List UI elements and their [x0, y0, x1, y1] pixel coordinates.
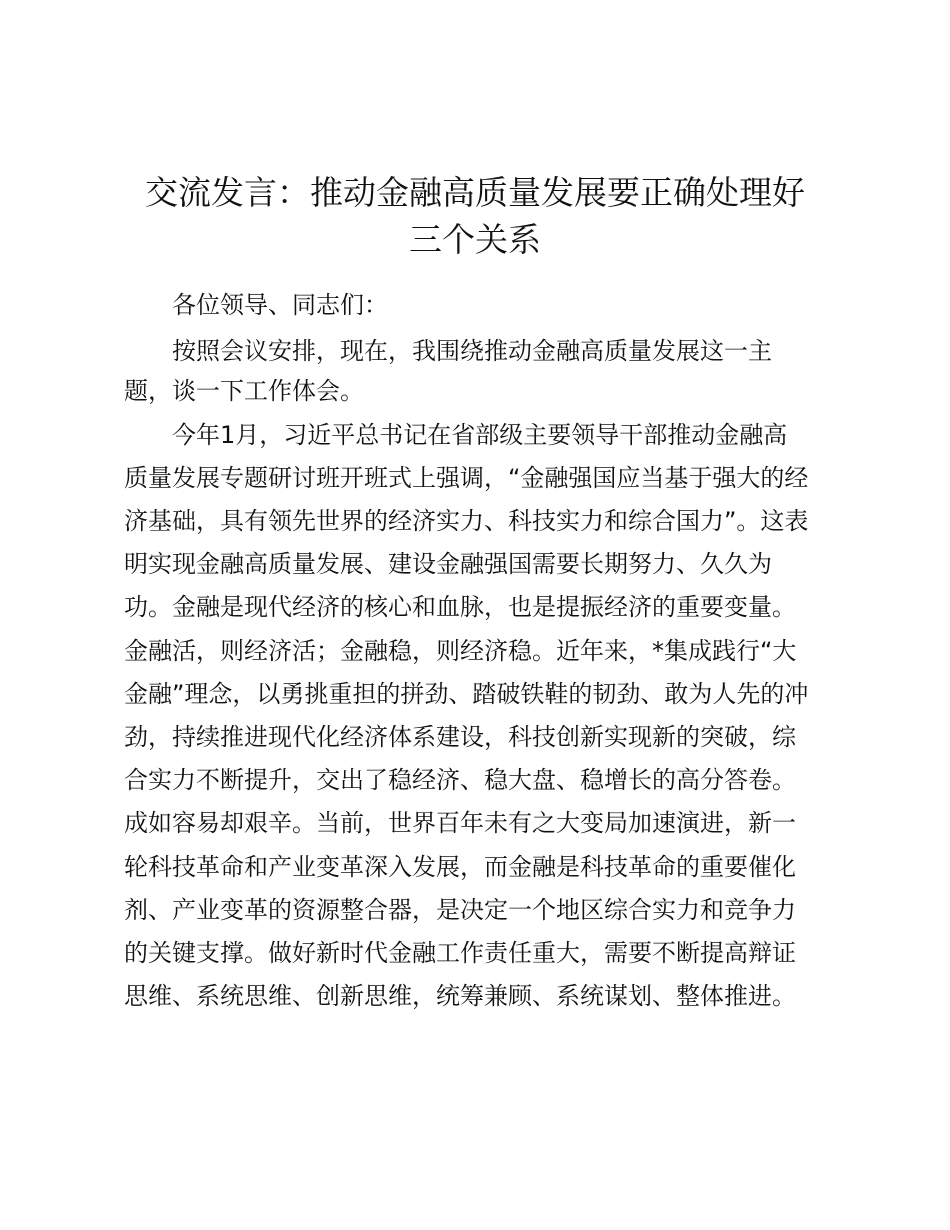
paragraph-2-line-4: 明实现金融高质量发展、建设金融强国需要长期努力、久久为 — [124, 550, 772, 578]
paragraph-2-line-5: 功。金融是现代经济的核心和血脉，也是提振经济的重要变量。 — [124, 593, 796, 621]
paragraph-2-line-2: 质量发展专题研讨班开班式上强调，“金融强国应当基于强大的经 — [124, 464, 809, 492]
document-title-line-1: 交流发言：推动金融高质量发展要正确处理好 — [145, 173, 805, 212]
salutation: 各位领导、同志们： — [172, 291, 388, 319]
document-title-line-2: 三个关系 — [409, 220, 541, 259]
paragraph-2-line-3: 济基础，具有领先世界的经济实力、科技实力和综合国力”。这表 — [124, 507, 809, 535]
paragraph-2-line-6: 金融活，则经济活；金融稳，则经济稳。近年来，*集成践行“大 — [124, 637, 797, 665]
paragraph-2-line-8: 劲，持续推进现代化经济体系建设，科技创新实现新的突破，综 — [124, 723, 796, 751]
paragraph-2-line-13: 的关键支撑。做好新时代金融工作责任重大，需要不断提高辩证 — [124, 939, 796, 967]
paragraph-1-line-1: 按照会议安排，现在，我围绕推动金融高质量发展这一主 — [172, 337, 772, 365]
paragraph-2-line-11: 轮科技革命和产业变革深入发展，而金融是科技革命的重要催化 — [124, 853, 796, 881]
paragraph-2-line-1: 今年1月，习近平总书记在省部级主要领导干部推动金融高 — [172, 421, 788, 449]
paragraph-1-line-2: 题，谈一下工作体会。 — [124, 377, 364, 405]
paragraph-2-line-12: 剂、产业变革的资源整合器，是决定一个地区综合实力和竞争力 — [124, 896, 796, 924]
paragraph-2-line-14: 思维、系统思维、创新思维，统筹兼顾、系统谋划、整体推进。 — [124, 982, 796, 1010]
paragraph-2-line-9: 合实力不断提升，交出了稳经济、稳大盘、稳增长的高分答卷。 — [124, 766, 796, 794]
paragraph-2-line-7: 金融”理念，以勇挑重担的拼劲、踏破铁鞋的韧劲、敢为人先的冲 — [124, 680, 809, 708]
paragraph-2-line-10: 成如容易却艰辛。当前，世界百年未有之大变局加速演进，新一 — [124, 809, 796, 837]
